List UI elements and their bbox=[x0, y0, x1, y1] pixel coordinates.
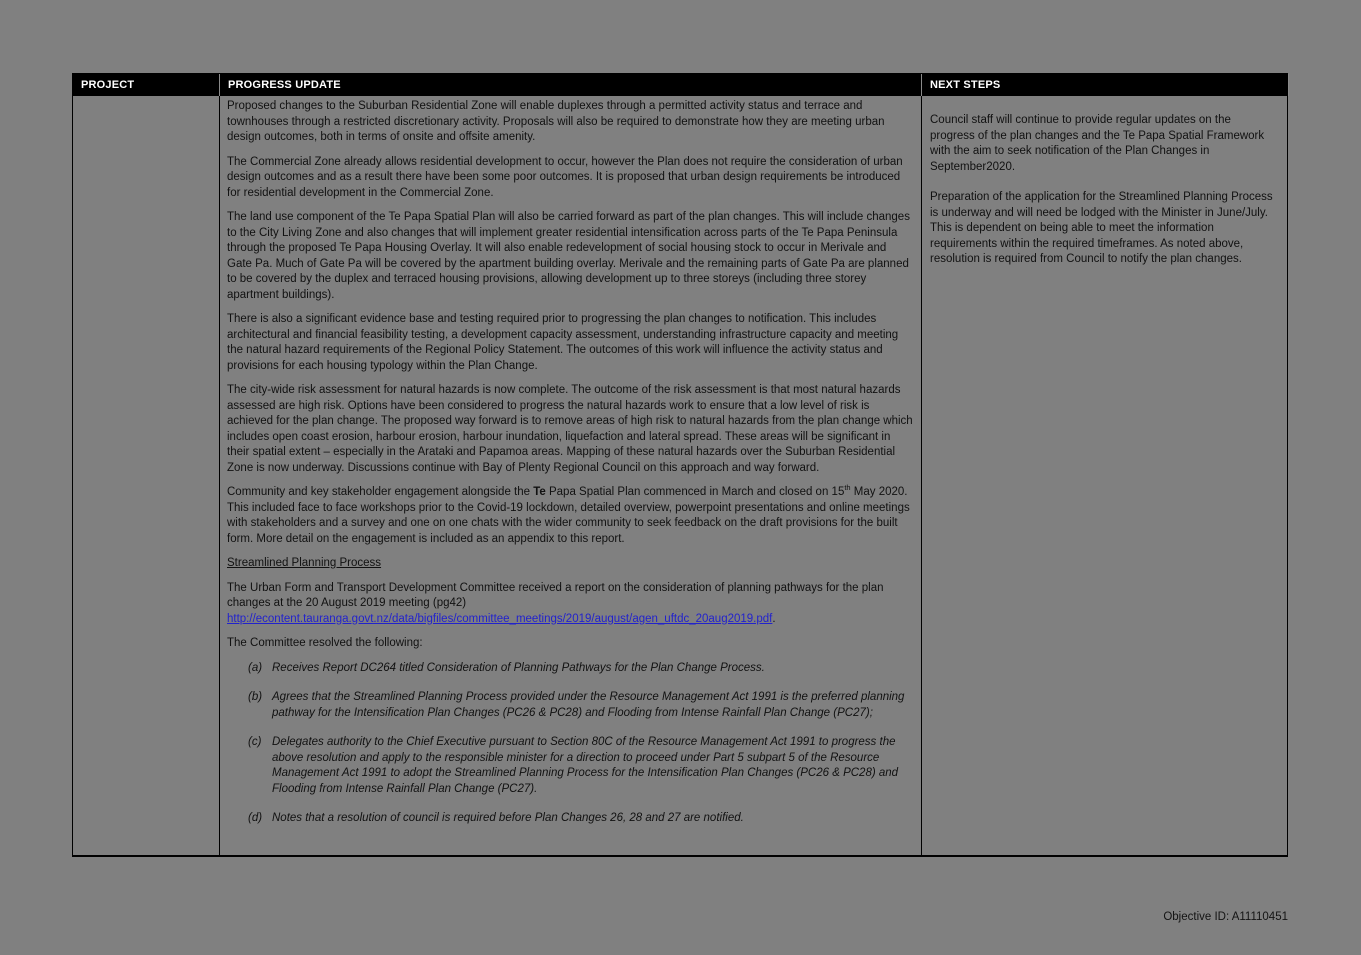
list-item-label: (c) bbox=[248, 736, 262, 748]
paragraph bbox=[930, 190, 1275, 268]
column-header-project: PROJECT bbox=[73, 74, 220, 96]
next-steps-cell bbox=[922, 96, 1289, 855]
paragraph bbox=[227, 383, 913, 476]
paragraph bbox=[227, 556, 913, 572]
text-segment: Council staff will continue to provide regular updates on the progress of the plan changes and the Te Papa Spatial Framework with the aim to seek notification of the Plan Changes in September2020. bbox=[930, 114, 1265, 173]
text-segment: Preparation of the application for the Streamlined Planning Process is underway and will need be lodged with the Minister in June/July. This is dependent on being able to meet the information requirements within the required timeframes. As noted above, resolution is required from Council to notify the plan changes. bbox=[930, 191, 1273, 265]
paragraph bbox=[227, 155, 913, 202]
text-segment: Delegates authority to the Chief Executive pursuant to Section 80C of the Resource Management Act 1991 to progress the above resolution and apply to the responsible minister for a direction to proceed under Part 5 subpart 5 of the Resource Management Act 1991 to adopt the Streamlined Planning Process for the Intensification Plan Changes (PC26 & PC28) and Flooding from Intense Rainfall Plan Change (PC27). bbox=[272, 736, 899, 795]
text-segment: The Urban Form and Transport Development Committee received a report on the consideration of planning pathways for the plan changes at the 20 August 2019 meeting (pg42) bbox=[227, 581, 884, 609]
list-item-text bbox=[272, 735, 913, 797]
list-item-text bbox=[272, 811, 913, 827]
resolution-list-item bbox=[248, 690, 913, 721]
objective-id-label: Objective ID: A11110451 bbox=[1163, 911, 1288, 923]
text-segment: Streamlined Planning Process bbox=[227, 557, 382, 569]
paragraph bbox=[227, 581, 913, 628]
list-item-label: (b) bbox=[248, 691, 263, 703]
paragraph bbox=[227, 312, 913, 374]
resolution-list-item bbox=[248, 661, 913, 677]
paragraph bbox=[227, 99, 913, 146]
list-item-text bbox=[272, 661, 913, 677]
text-segment: th bbox=[844, 483, 851, 493]
text-segment: The Commercial Zone already allows residential development to occur, however the Plan does not require the consideration of urban design outcomes and as a result there have been some poor outcomes. It is proposed that urban design requirements be introduced for residential development in the Commercial Zone. bbox=[227, 155, 903, 199]
progress-update-cell bbox=[220, 96, 922, 855]
text-segment: Community and key stakeholder engagement alongside the bbox=[227, 486, 534, 498]
committee-meeting-pdf-link[interactable]: http://econtent.tauranga.govt.nz/data/bigfiles/committee_meetings/2019/august/agen_uftdc_20aug2019.pdf bbox=[227, 612, 773, 625]
paragraph bbox=[227, 210, 913, 303]
text-segment: May 2020. This included face to face workshops prior to the Covid-19 lockdown, detailed overview, powerpoint presentations and online meetings with stakeholders and a survey and one on one chats with the wider community to seek feedback on the draft provisions for the built form. More detail on the engagement is included as an appendix to this report. bbox=[227, 486, 910, 545]
text-segment: The city-wide risk assessment for natural hazards is now complete. The outcome of the risk assessment is that most natural hazards assessed are high risk. Options have been considered to progress the natural hazards work to ensure that a low level of risk is achieved for the plan change. The proposed way forward is to remove areas of high risk to natural hazards from the plan change which includes open coast erosion, harbour erosion, harbour inundation, liquefaction and lateral spread. These areas will be significant in their spatial extent – especially in the Arataki and Papamoa areas. Mapping of these natural hazards over the Suburban Residential Zone is now underway. Discussions continue with Bay of Plenty Regional Council on this approach and way forward. bbox=[227, 384, 913, 474]
text-segment: There is also a significant evidence base and testing required prior to progressing the plan changes to notification. This includes architectural and financial feasibility testing, a development capacity assessment, understanding infrastructure capacity and meeting the natural hazard requirements of the Regional Policy Statement. The outcomes of this work will influence the activity status and provisions for each housing typology within the Plan Change. bbox=[227, 313, 899, 372]
text-segment: Te bbox=[533, 486, 546, 498]
paragraph bbox=[930, 113, 1275, 175]
text-segment: The land use component of the Te Papa Spatial Plan will also be carried forward as part of the plan changes. This will include changes to the City Living Zone and also changes that will implement greater residential intensification across parts of the Te Papa Peninsula through the proposed Te Papa Housing Overlay. It will also enable redevelopment of social housing stock to occur in Merivale and Gate Pa. Much of Gate Pa will be covered by the apartment building overlay. Merivale and the remaining parts of Gate Pa are planned to be covered by the duplex and terraced housing provisions, allowing development up to three storeys (including three storey apartment buildings). bbox=[227, 211, 910, 301]
text-segment: Notes that a resolution of council is required before Plan Changes 26, 28 and 27 are notified. bbox=[272, 812, 744, 824]
text-segment: Receives Report DC264 titled Consideration of Planning Pathways for the Plan Change Process. bbox=[272, 661, 765, 674]
column-header-next-steps: NEXT STEPS bbox=[922, 74, 1289, 96]
resolution-list-item bbox=[248, 735, 913, 797]
list-item-label: (a) bbox=[248, 661, 263, 674]
paragraph bbox=[227, 485, 913, 547]
list-item-label: (d) bbox=[248, 812, 263, 824]
resolution-list-item bbox=[248, 811, 913, 827]
text-segment: Proposed changes to the Suburban Residential Zone will enable duplexes through a permitted activity status and terrace and townhouses through a restricted discretionary activity. Proposals will also be required to demonstrate how they are meeting urban design outcomes, both in terms of onsite and offsite amenity. bbox=[227, 100, 885, 143]
column-header-progress-update: PROGRESS UPDATE bbox=[220, 74, 922, 96]
list-item-text bbox=[272, 690, 913, 721]
text-segment: Agrees that the Streamlined Planning Process provided under the Resource Management Act 1991 is the preferred planning pathway for the Intensification Plan Changes (PC26 & PC28) and Flooding from Intense Rainfall Plan Change (PC27); bbox=[272, 691, 905, 719]
text-segment: The Committee resolved the following: bbox=[227, 637, 423, 649]
project-progress-table bbox=[72, 73, 1288, 857]
project-cell bbox=[73, 96, 220, 855]
paragraph bbox=[227, 636, 913, 652]
text-segment: Papa Spatial Plan commenced in March and closed on 15 bbox=[545, 486, 845, 498]
text-segment: . bbox=[772, 612, 776, 625]
